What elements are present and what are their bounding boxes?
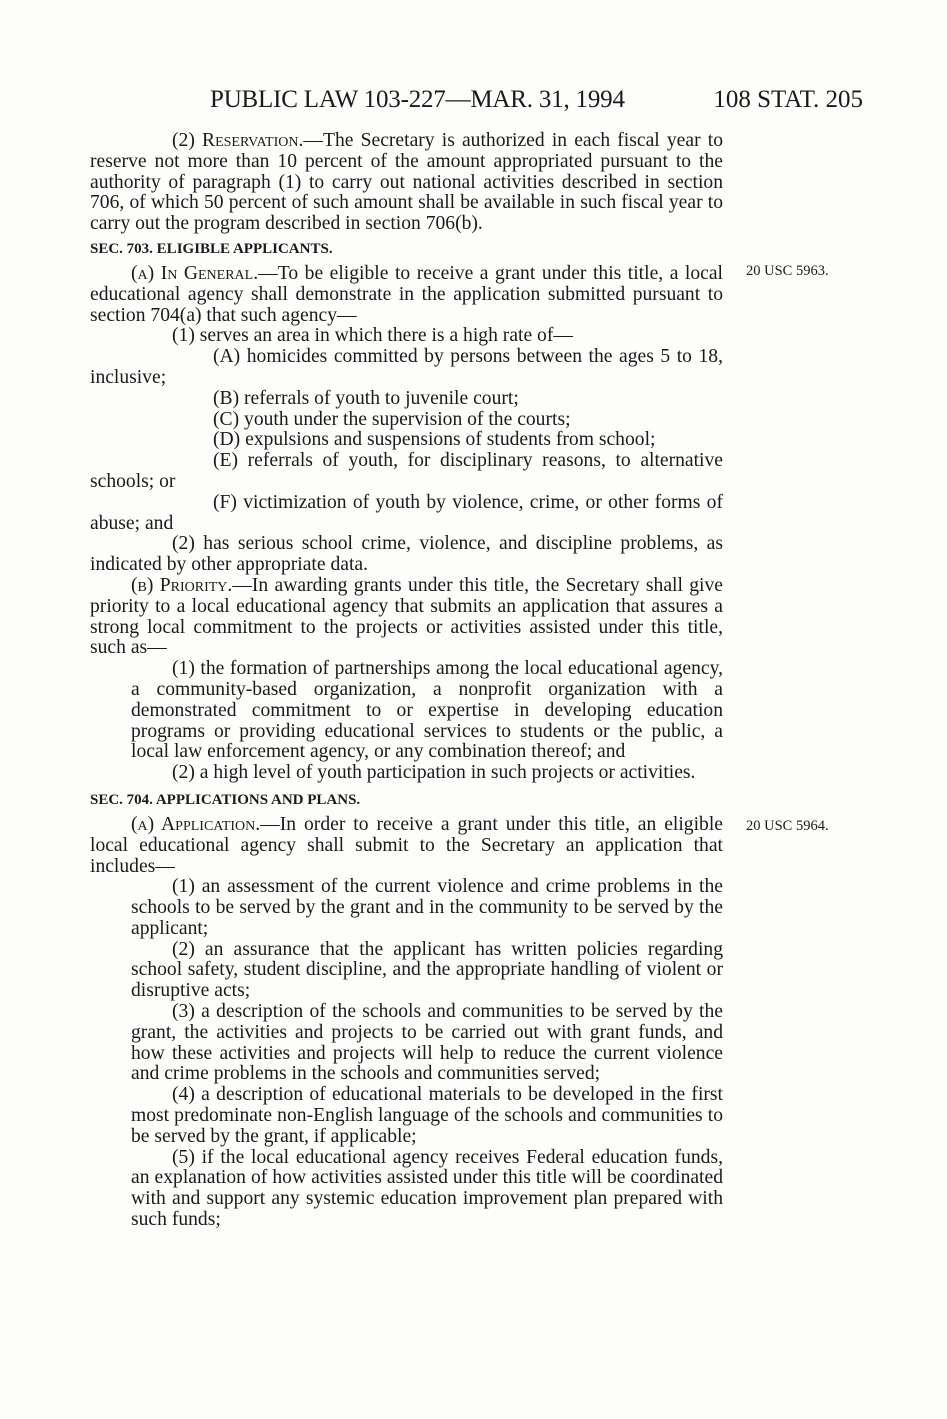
sec704-a-heading: (a) Application. — [131, 813, 261, 835]
sec703-item-d: (D) expulsions and suspensions of students from school; — [213, 429, 656, 451]
sec704-a-text: —In order to receive a grant under this title, an eligible local educational agency shall submit to the Secretary an application that includes— — [90, 813, 723, 877]
sec703-b-paragraph-1: (1) the formation of partnerships among the local educational agency, a community-based organization, a nonprofit organization with a demonstrated commitment to or expertise in developing education programs or providing educational services to students or the public, a local law enforcement agency, or any combination thereof; and — [131, 658, 723, 763]
sec703-subsection-a — [90, 264, 723, 326]
sec703-a-text: —To be eligible to receive a grant under this title, a local educational agency shall demonstrate in the application submitted pursuant to section 704(a) that such agency— — [90, 262, 723, 326]
section-704-heading: SEC. 704. APPLICATIONS AND PLANS. — [90, 791, 361, 808]
sec703-a-heading: (a) In General. — [131, 262, 259, 284]
margin-note-sec703: 20 USC 5963. — [746, 263, 829, 279]
page-header — [0, 86, 947, 120]
sec704-item-4: (4) a description of educational materials to be developed in the first most predominate non-English language of the schools and communities to be served by the grant, if applicable; — [131, 1084, 723, 1147]
sec704-item-2: (2) an assurance that the applicant has written policies regarding school safety, student discipline, and the appropriate handling of violent or disruptive acts; — [131, 938, 723, 1002]
body-text — [90, 131, 723, 1231]
header-title: PUBLIC LAW 103-227—MAR. 31, 1994 — [210, 86, 625, 113]
sec703-item-a: (A) homicides committed by persons between the ages 5 to 18, inclusive; — [90, 346, 723, 388]
section-703-heading: SEC. 703. ELIGIBLE APPLICANTS. — [90, 240, 333, 257]
sec703-item-b: (B) referrals of youth to juvenile court; — [213, 387, 519, 409]
sec704-subsection-a — [90, 815, 723, 877]
sec703-paragraph-2: (2) has serious school crime, violence, and discipline problems, as indicated by other appropriate data. — [90, 533, 723, 576]
statute-page-number: 108 STAT. 205 — [713, 86, 863, 113]
reservation-heading: (2) Reservation. — [172, 130, 304, 151]
reservation-paragraph — [90, 131, 723, 235]
sec703-paragraph-1: (1) serves an area in which there is a high rate of— — [172, 325, 573, 347]
sec703-subsection-b — [90, 576, 723, 659]
margin-note-sec704: 20 USC 5964. — [746, 818, 829, 834]
sec703-item-e: (E) referrals of youth, for disciplinary reasons, to alternative schools; or — [90, 450, 723, 492]
sec703-item-c: (C) youth under the supervision of the courts; — [213, 408, 571, 430]
sec704-item-1: (1) an assessment of the current violence and crime problems in the schools to be served by the grant and in the community to be served by the applicant; — [131, 876, 723, 939]
sec703-b-paragraph-2: (2) a high level of youth participation in such projects or activities. — [172, 762, 696, 784]
reservation-text: —The Secretary is authorized in each fiscal year to reserve not more than 10 percent of the amount appropriated pursuant to the authority of paragraph (1) to carry out national activities described in section 706, of which 50 percent of such amount shall be available in such fiscal year to carry out the program described in section 706(b). — [90, 130, 723, 235]
sec704-item-5: (5) if the local educational agency receives Federal education funds, an explanation of how activities assisted under this title will be coordinated with and support any systemic education improvement plan prepared with such funds; — [131, 1146, 723, 1231]
sec704-item-3: (3) a description of the schools and communities to be served by the grant, the activities and projects to be carried out with grant funds, and how these activities and projects will help to reduce the current violence and crime problems in the schools and communities served; — [131, 1001, 723, 1085]
sec703-b-text: —In awarding grants under this title, the Secretary shall give priority to a local educational agency that submits an application that assures a strong local commitment to the projects or activities assisted under this title, such as— — [90, 574, 723, 659]
sec703-b-heading: (b) Priority. — [131, 574, 233, 596]
sec703-item-f: (F) victimization of youth by violence, crime, or other forms of abuse; and — [90, 491, 723, 534]
